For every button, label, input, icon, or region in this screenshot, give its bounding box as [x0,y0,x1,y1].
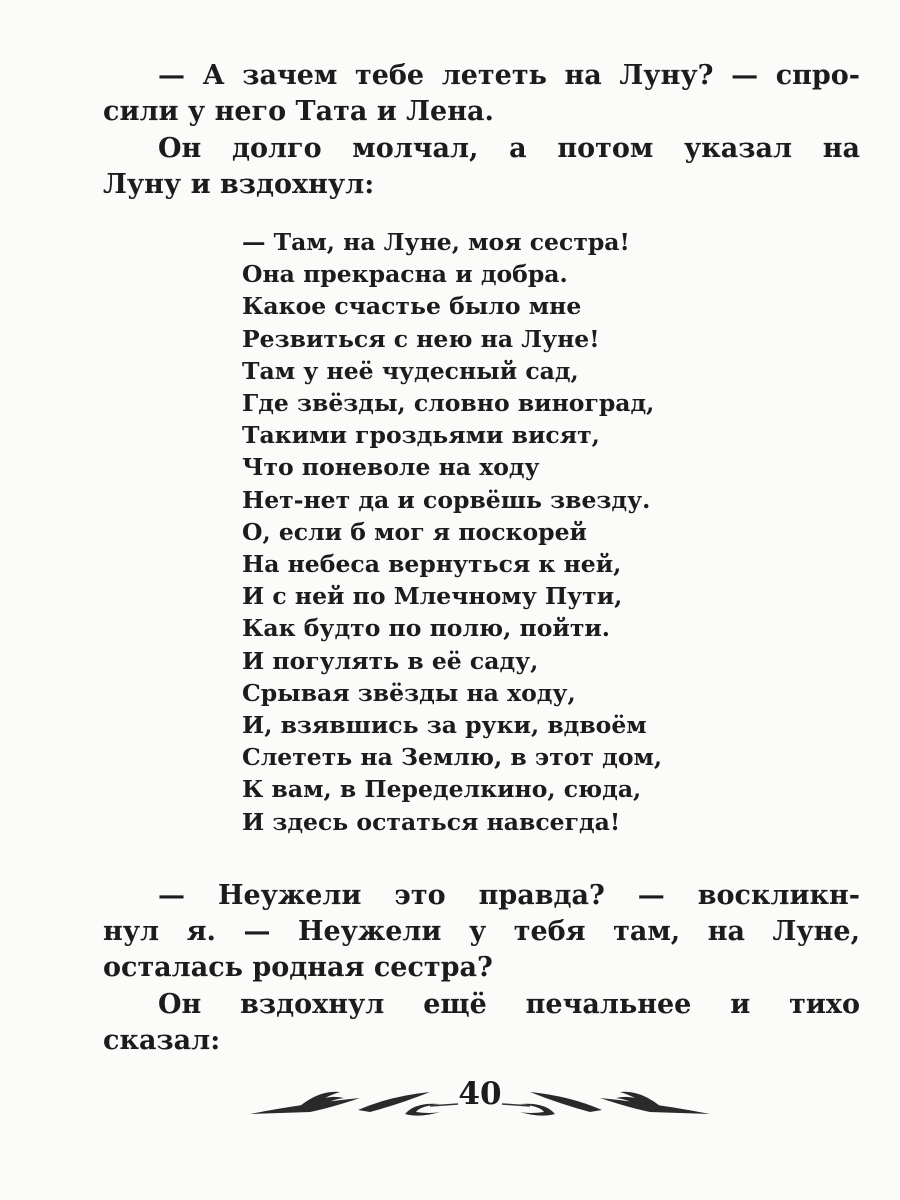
poem-line: Срывая звёзды на ходу, [242,678,576,707]
paragraph-line: Он долго молчал, а потом указал на [158,133,860,164]
paragraph-line: — Неужели это правда? — воскликн- [158,880,860,911]
poem-line: Слететь на Землю, в этот дом, [242,743,663,772]
poem-line: И, взявшись за руки, вдвоём [242,711,647,739]
poem-line: Что поневоле на ходу [242,453,540,482]
paragraph-line: — А зачем тебе лететь на Луну? — спро- [158,60,860,91]
poem-line: Такими гроздьями висят, [242,421,600,450]
page-number: 40 [458,1076,502,1112]
poem-line: О, если б мог я поскорей [242,517,587,546]
poem-line: Там у неё чудесный сад, [242,356,579,385]
poem-line: Какое счастье было мне [242,292,582,321]
paragraph-line: нул я. — Неужели у тебя там, на Луне, [103,916,860,947]
page-footer [240,1068,720,1128]
poem-line: Резвиться с нею на Луне! [242,324,600,353]
paragraph-line: сили у него Тата и Лена. [103,96,494,127]
poem-line: И с ней по Млечному Пути, [242,582,623,611]
paragraph-line: сказал: [103,1025,221,1056]
poem-line: На небеса вернуться к ней, [242,550,622,578]
paragraph-line: Луну и вздохнул: [103,169,375,200]
poem-line: — Там, на Луне, моя сестра! [242,228,630,256]
poem-line: И погулять в её саду, [242,646,539,675]
poem-line: Нет-нет да и сорвёшь звезду. [242,485,651,514]
paragraph-line: осталась родная сестра? [103,952,493,983]
poem-line: Она прекрасна и добра. [242,260,568,289]
poem-line: К вам, в Переделкино, сюда, [242,775,642,804]
poem-line: Как будто по полю, пойти. [242,614,610,643]
paragraph-line: Он вздохнул ещё печальнее и тихо [158,989,860,1020]
poem-line: И здесь остаться навсегда! [242,807,621,836]
poem-line: Где звёзды, словно виноград, [242,389,655,417]
